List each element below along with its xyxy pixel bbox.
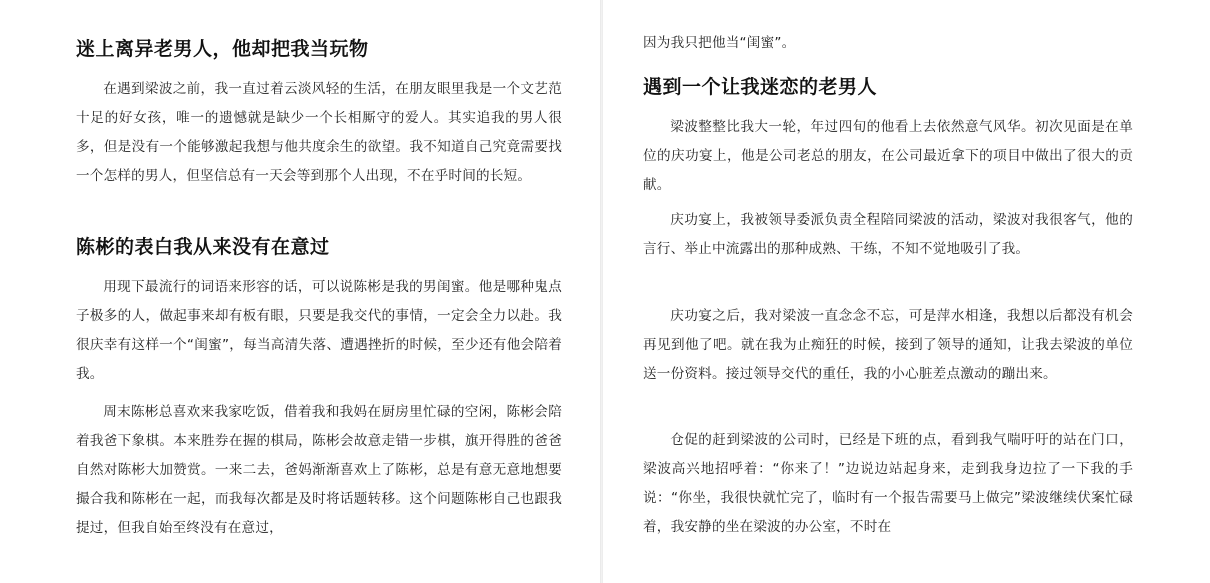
paragraph-continuation: 因为我只把他当“闺蜜”。 — [643, 35, 796, 51]
paragraph: 用现下最流行的词语来形容的话，可以说陈彬是我的男闺蜜。他是哪种鬼点子极多的人，做起事来却有板有眼，只要是我交代的事情，一定会全力以赴。我很庆幸有这样一个“闺蜜”，每当高清失落、遭遇挫折的时候，至少还有他会陪着我。 — [76, 279, 562, 382]
paragraph: 仓促的赶到梁波的公司时，已经是下班的点，看到我气喘吁吁的站在门口，梁波高兴地招呼着：“你来了！”边说边站起身来，走到我身边拉了一下我的手说：“你坐，我很快就忙完了，临时有一个报告需要马上做完”梁波继续伏案忙碌着，我安静的坐在梁波的办公室，不时在 — [643, 432, 1133, 535]
section-heading-2: 陈彬的表白我从来没有在意过 — [76, 236, 330, 258]
paragraph: 庆功宴上，我被领导委派负责全程陪同梁波的活动，梁波对我很客气，他的言行、举止中流露出的那种成熟、干练，不知不觉地吸引了我。 — [643, 212, 1133, 257]
paragraph: 周末陈彬总喜欢来我家吃饭，借着我和我妈在厨房里忙碌的空闲，陈彬会陪着我爸下象棋。本来胜券在握的棋局，陈彬会故意走错一步棋，旗开得胜的爸爸自然对陈彬大加赞赏。一来二去，爸妈渐渐喜欢上了陈彬，总是有意无意地想要撮合我和陈彬在一起，而我每次都是及时将话题转移。这个问题陈彬自己也跟我提过，但我自始至终没有在意过， — [76, 404, 562, 536]
right-page — [603, 0, 1210, 583]
paragraph: 梁波整整比我大一轮，年过四旬的他看上去依然意气风华。初次见面是在单位的庆功宴上，他是公司老总的朋友，在公司最近拿下的项目中做出了很大的贡献。 — [643, 119, 1133, 193]
section-heading-3: 遇到一个让我迷恋的老男人 — [643, 76, 878, 98]
paragraph: 在遇到梁波之前，我一直过着云淡风轻的生活，在朋友眼里我是一个文艺范十足的好女孩，唯一的遗憾就是缺少一个长相厮守的爱人。其实追我的男人很多，但是没有一个能够激起我想与他共度余生的欲望。我不知道自己究竟需要找一个怎样的男人，但坚信总有一天会等到那个人出现，不在乎时间的长短。 — [76, 81, 562, 184]
paragraph: 庆功宴之后，我对梁波一直念念不忘，可是萍水相逢，我想以后都没有机会再见到他了吧。就在我为止痴狂的时候，接到了领导的通知，让我去梁波的单位送一份资料。接过领导交代的重任，我的小心脏差点激动的蹦出来。 — [643, 308, 1133, 382]
left-page — [0, 0, 600, 583]
section-heading-1: 迷上离异老男人，他却把我当玩物 — [76, 38, 369, 60]
